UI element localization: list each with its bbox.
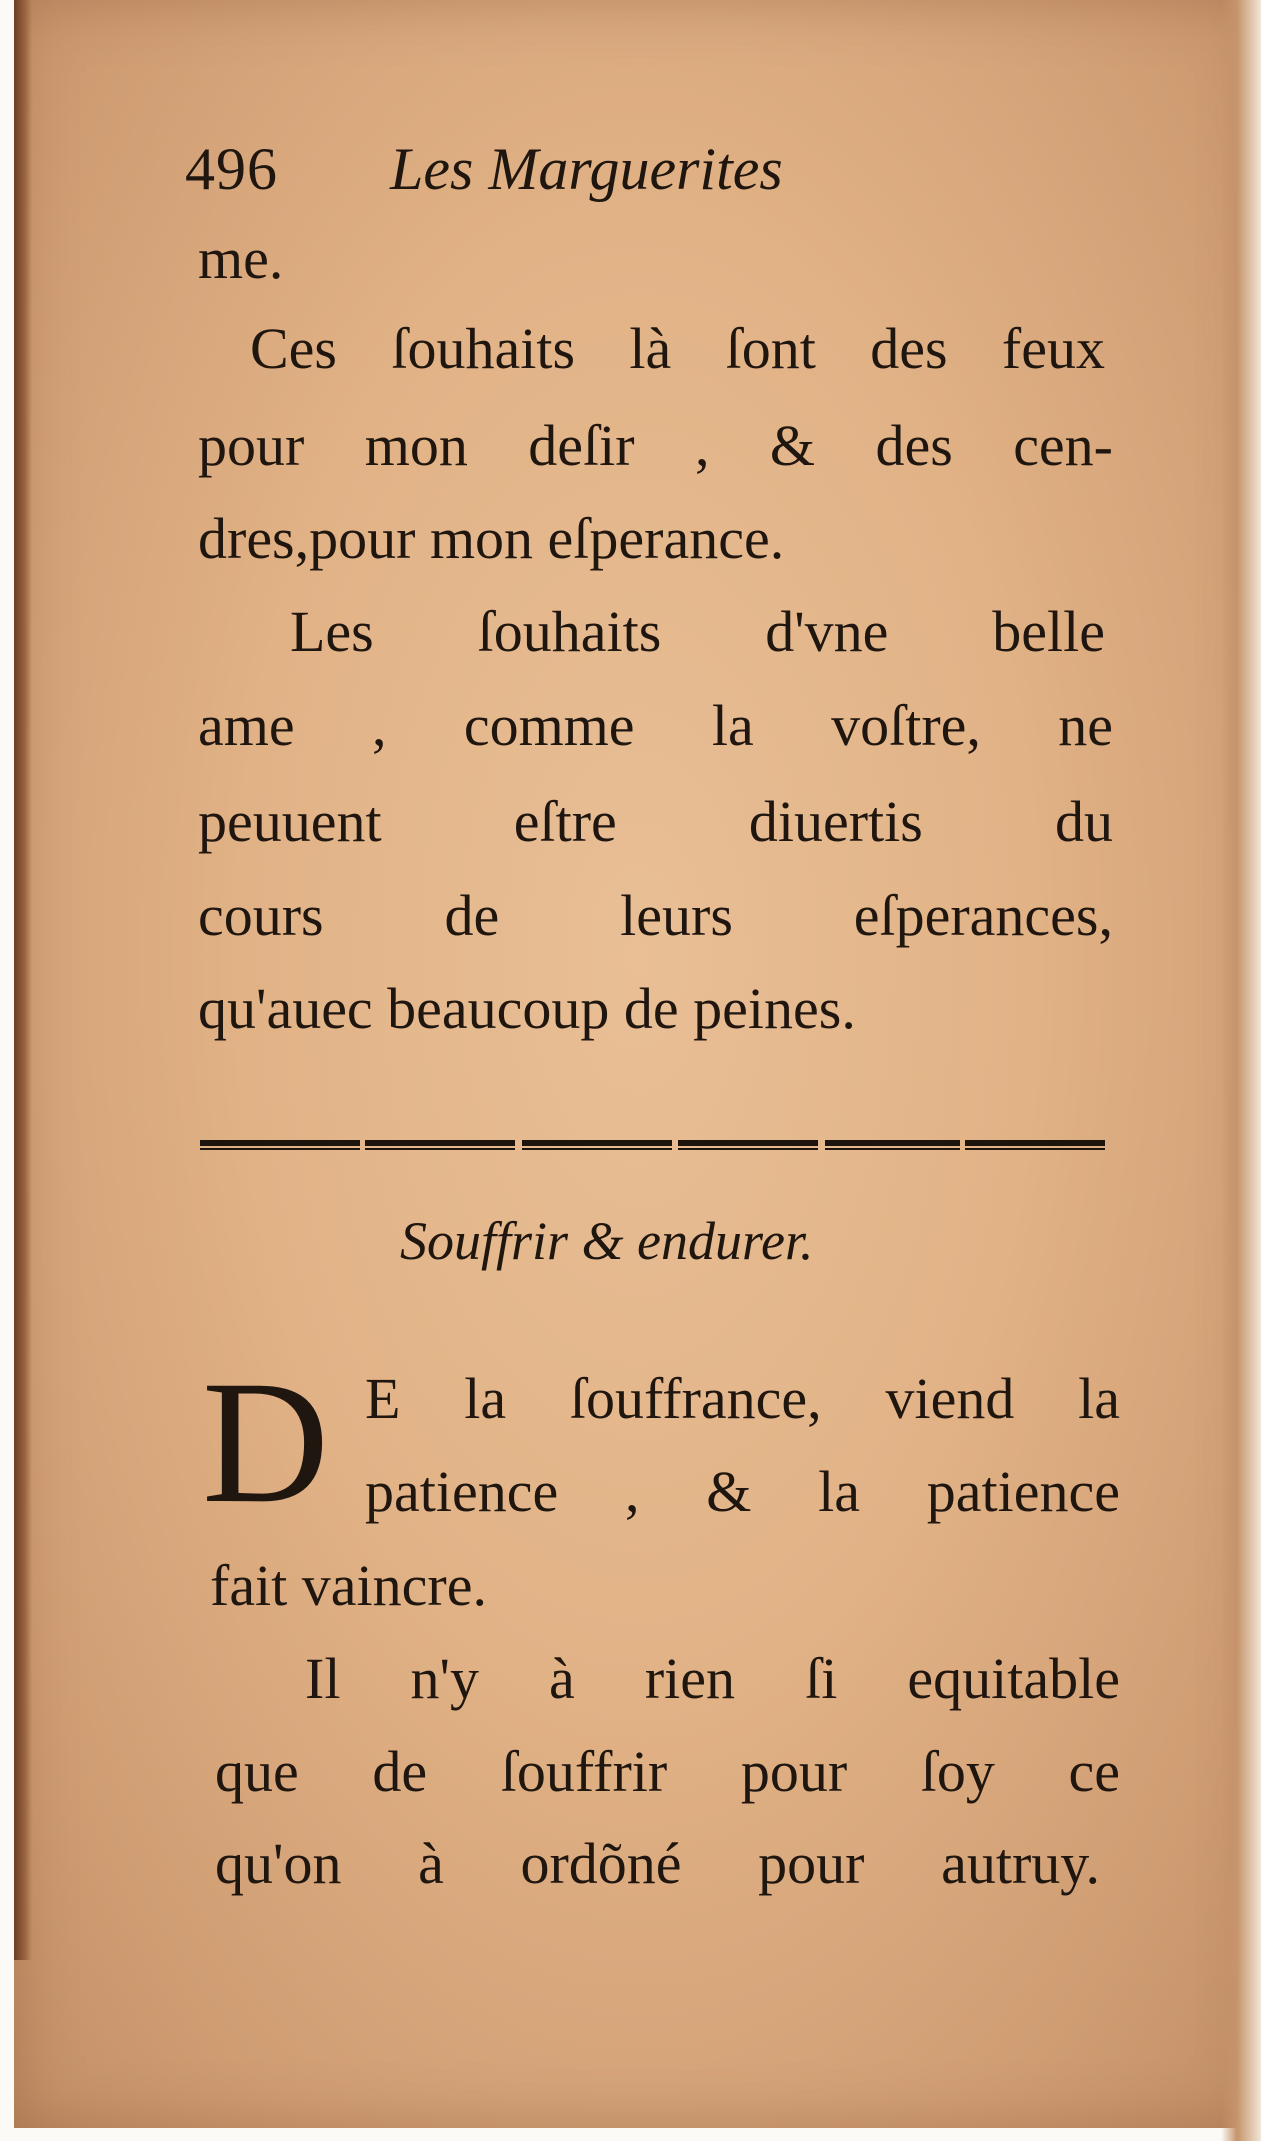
- text-line: Il n'y à rien ſi equitable: [305, 1646, 1120, 1711]
- page-number: 496: [185, 136, 278, 202]
- running-title: Les Marguerites: [390, 136, 783, 202]
- text-line: que de ſouffrir pour ſoy ce: [215, 1739, 1120, 1804]
- running-header: [185, 135, 783, 204]
- text-line: fait vaincre.: [210, 1553, 487, 1618]
- drop-cap: D: [202, 1345, 330, 1540]
- section-heading: Souffrir & endurer.: [400, 1211, 814, 1271]
- text-line: me.: [198, 226, 284, 291]
- text-line: patience , & la patience: [365, 1459, 1120, 1524]
- text-line: Ces ſouhaits là ſont des feux: [250, 316, 1105, 381]
- page-fore-edge: [1221, 0, 1261, 2141]
- text-line: Les ſouhaits d'vne belle: [290, 599, 1105, 664]
- text-line: ame , comme la voſtre, ne: [198, 693, 1113, 758]
- section-divider: [200, 1140, 1110, 1154]
- text-line: qu'auec beaucoup de peines.: [198, 976, 856, 1041]
- text-line: E la ſouffrance, viend la: [365, 1366, 1120, 1431]
- page-binding-edge: [14, 0, 32, 1960]
- text-line: pour mon deſir , & des cen-: [198, 413, 1113, 478]
- text-line: peuuent eſtre diuertis du: [198, 789, 1113, 854]
- text-line: dres,pour mon eſperance.: [198, 506, 785, 571]
- text-line: qu'on à ordõné pour autruy.: [215, 1831, 1100, 1896]
- text-line: cours de leurs eſperances,: [198, 883, 1113, 948]
